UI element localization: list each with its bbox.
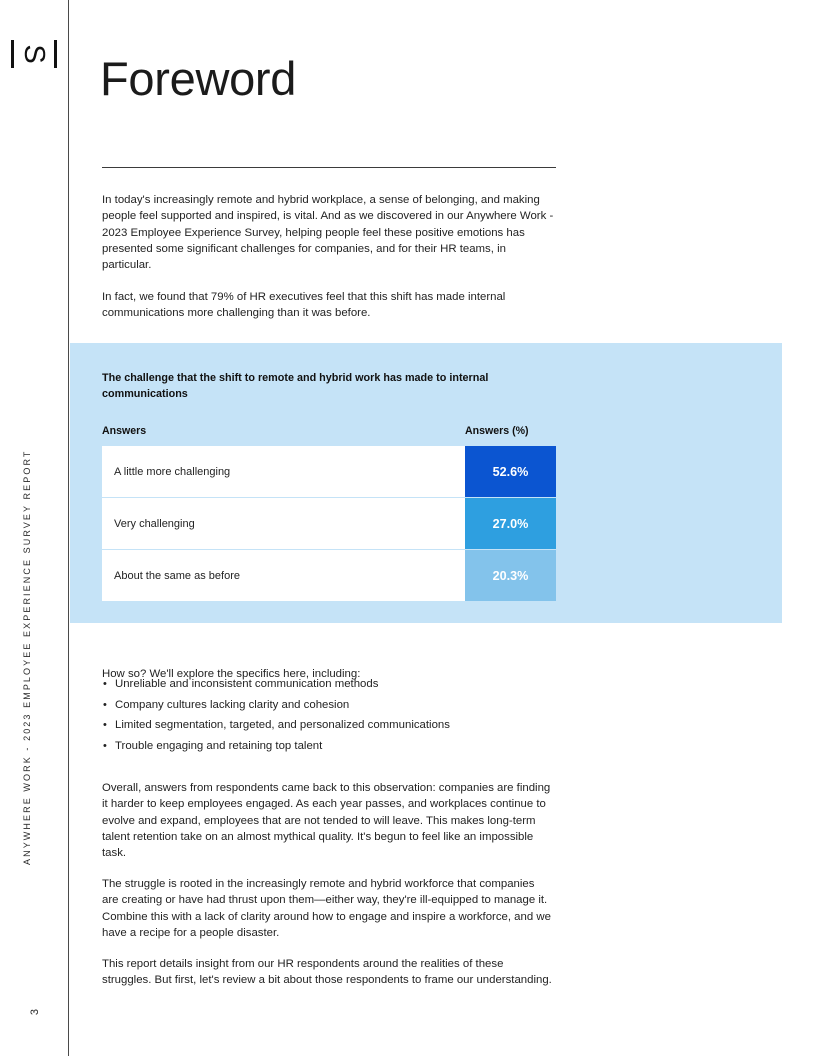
column-header-answers: Answers (102, 425, 147, 437)
table-row (102, 498, 556, 549)
closing-paragraph-2: The struggle is rooted in the increasingly remote and hybrid workforce that companies are creating or have had thrust upon them—either way, they're ill-equipped to manage it. Combine this with a lack of clarity around how to engage and inspire a workforce, and we have a recipe for a people disaster. (102, 878, 551, 939)
bullets-lead-in: How so? We'll explore the specifics here, including: (102, 668, 361, 681)
answer-label: A little more challenging (102, 446, 465, 497)
intro-paragraph-1: In today's increasingly remote and hybrid workplace, a sense of belonging, and making people feel supported and inspired, is vital. And as we discovered in our Anywhere Work - 2023 Employee Experience Survey, helping people feel these positive emotions has presented some significant challenges for companies, and for their HR teams, in particular. (102, 194, 554, 271)
page-number: 3 (29, 1008, 41, 1016)
vertical-divider (68, 0, 69, 1056)
logo-letter: S (18, 44, 50, 64)
table-row (102, 446, 556, 497)
column-header-percent: Answers (%) (465, 425, 529, 437)
closing-paragraph-3: This report details insight from our HR respondents around the realities of these struggles. But first, let's review a bit about those respondents to frame our understanding. (102, 958, 552, 987)
table-header-row (102, 425, 557, 439)
list-item: • Company cultures lacking clarity and cohesion (102, 695, 554, 716)
intro-paragraph-2: In fact, we found that 79% of HR executives feel that this shift has made internal communications more challenging than it was before. (102, 291, 506, 320)
challenges-bullet-list (102, 674, 554, 756)
report-running-title: ANYWHERE WORK - 2023 EMPLOYEE EXPERIENCE SURVEY REPORT (22, 449, 32, 865)
list-item: • Trouble engaging and retaining top talent (102, 736, 554, 757)
title-horizontal-rule (102, 167, 556, 168)
answer-percent: 20.3% (465, 550, 556, 601)
answer-label: About the same as before (102, 550, 465, 601)
closing-paragraph-1: Overall, answers from respondents came back to this observation: companies are finding it harder to keep employees engaged. As each year passes, and workplaces continue to evolve and expand, employees that are not tended to will leave. This makes long-term talent retention take on an almost mythical quality. It's begun to feel like an impossible task. (102, 782, 551, 859)
statistics-callout-box (70, 343, 782, 623)
answer-percent: 27.0% (465, 498, 556, 549)
answers-table (102, 446, 556, 602)
list-item: • Limited segmentation, targeted, and personalized communications (102, 715, 554, 736)
answer-label: Very challenging (102, 498, 465, 549)
callout-title: The challenge that the shift to remote and hybrid work has made to internal communications (102, 372, 489, 400)
page-title: Foreword (100, 52, 297, 106)
table-row (102, 550, 556, 601)
list-item: • Unreliable and inconsistent communication methods (102, 674, 554, 695)
answer-percent: 52.6% (465, 446, 556, 497)
